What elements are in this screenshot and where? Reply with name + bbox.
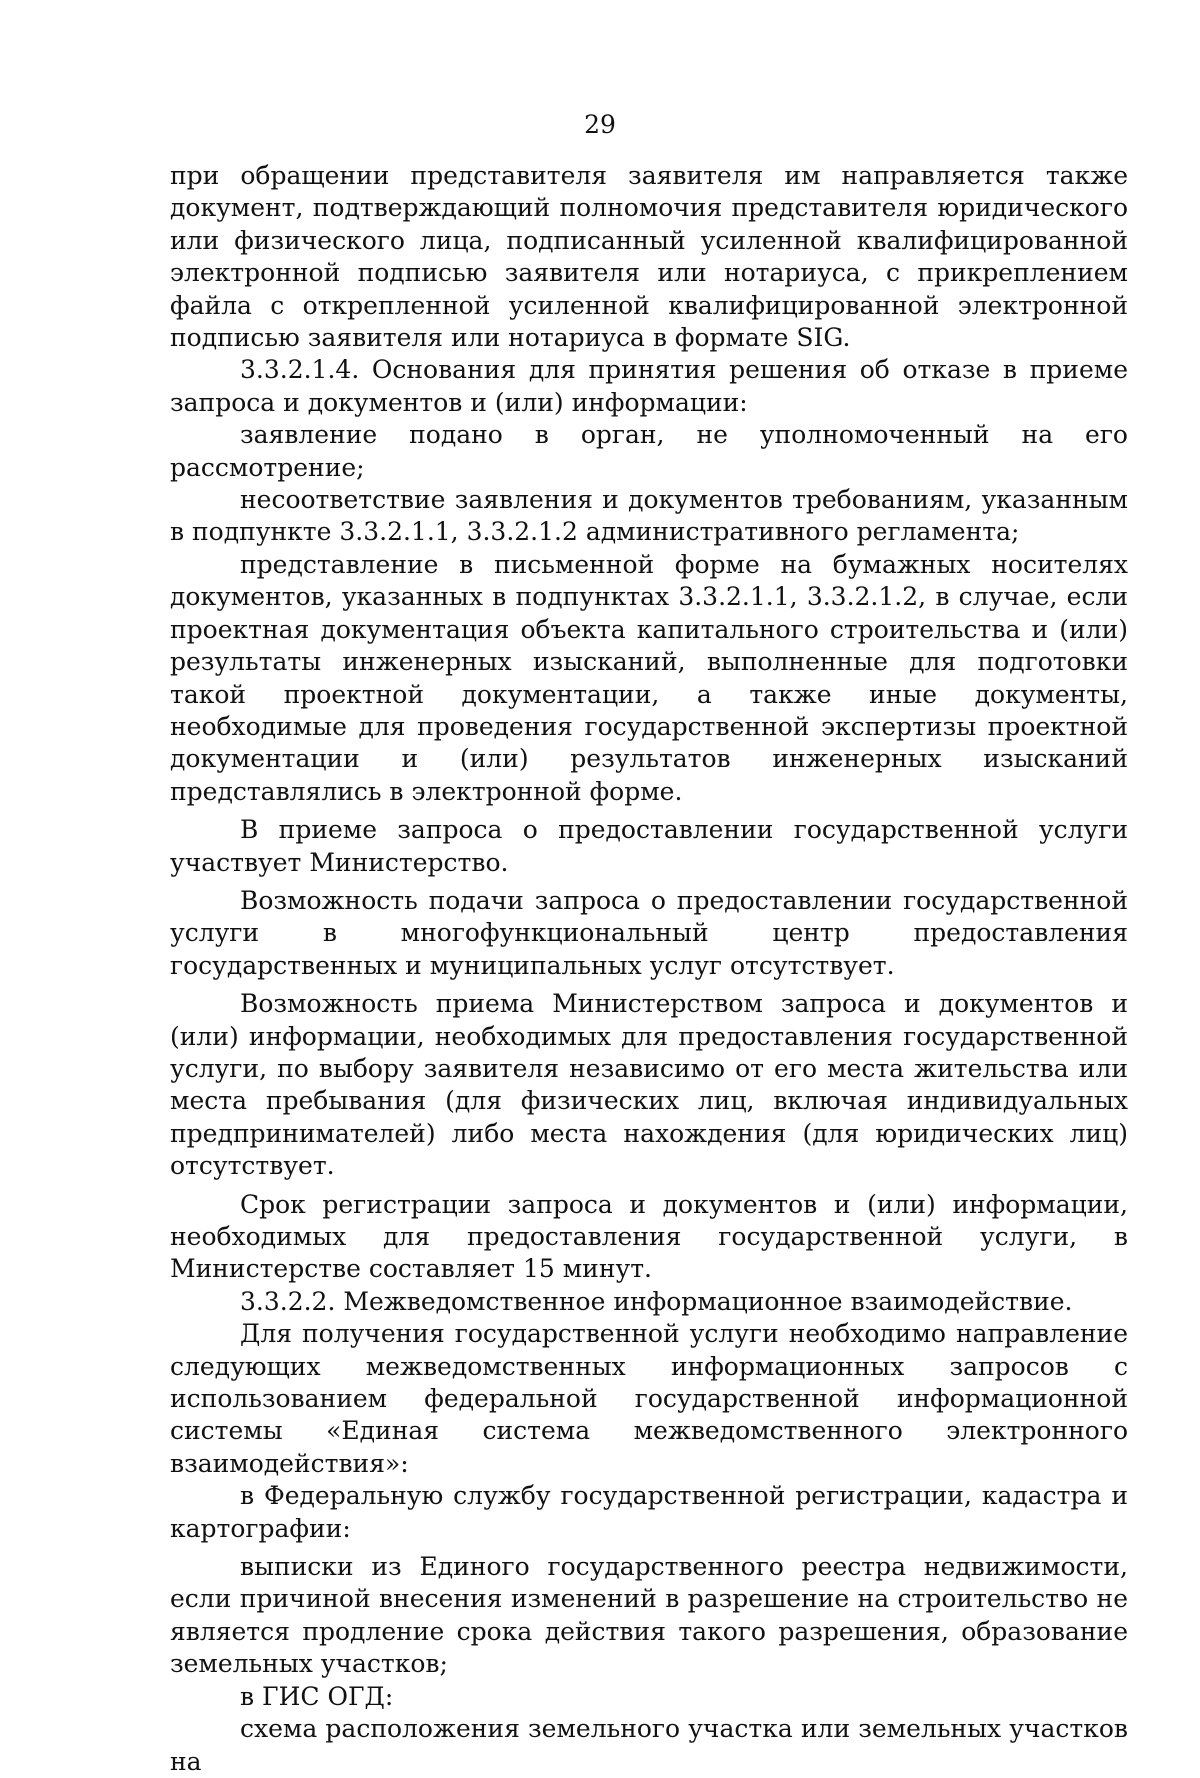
paragraph-gis-ogd: в ГИС ОГД:: [240, 1681, 394, 1711]
paragraph-paper-submission: представление в письменной форме на бумажных носителях документов, указанных в подпунктах 3.3.2.1.1, 3.3.2.1.2, в случае, если проектная документация объекта капитального строительства и (или) результаты инженерных изысканий, выполненные для подготовки такой проектной документации, а также иные документы, необходимые для проведения государственной экспертизы проектной документации и (или) результатов инженерных изысканий представлялись в электронной форме.: [170, 549, 1128, 806]
paragraph-ministry-participation: В приеме запроса о предоставлении государственной услуги участвует Министерство.: [170, 815, 1128, 877]
paragraph-registration-term: Срок регистрации запроса и документов и (или) информации, необходимых для предоставления государственной услуги, в Министерстве составляет 15 минут.: [170, 1189, 1128, 1284]
paragraph-egrn-extract: выписки из Единого государственного реестра недвижимости, если причиной внесения изменений в разрешение на строительство не является продление срока действия такого разрешения, образование земельных участков;: [170, 1552, 1128, 1679]
document-body: [170, 160, 1128, 1778]
paragraph-rosreestr: в Федеральную службу государственной регистрации, кадастра и картографии:: [170, 1481, 1128, 1543]
paragraph-mfc-absence: Возможность подачи запроса о предоставлении государственной услуги в многофункциональный центр предоставления государственных и муниципальных услуг отсутствует.: [170, 885, 1128, 980]
page-number: 29: [584, 110, 616, 139]
paragraph-interagency-heading: 3.3.2.2. Межведомственное информационное взаимодействие.: [240, 1286, 1073, 1316]
paragraph-wrong-authority: заявление подано в орган, не уполномоченный на его рассмотрение;: [170, 420, 1128, 482]
paragraph-nonconformity: несоответствие заявления и документов требованиям, указанным в подпункте 3.3.2.1.1, 3.3.2.1.2 административного регламента;: [170, 485, 1128, 547]
paragraph-extraterritorial: Возможность приема Министерством запроса и документов и (или) информации, необходимых для предоставления государственной услуги, по выбору заявителя независимо от его места жительства или места пребывания (для физических лиц, включая индивидуальных предпринимателей) либо места нахождения (для юридических лиц) отсутствует.: [170, 989, 1128, 1181]
paragraph-land-plot-scheme: схема расположения земельного участка или земельных участков на: [170, 1714, 1128, 1776]
paragraph-refusal-grounds-heading: 3.3.2.1.4. Основания для принятия решения об отказе в приеме запроса и документов и (или) информации:: [170, 355, 1128, 417]
paragraph-interagency-requests: Для получения государственной услуги необходимо направление следующих межведомственных информационных запросов с использованием федеральной государственной информационной системы «Единая система межведомственного электронного взаимодействия»:: [170, 1319, 1128, 1478]
paragraph-representative-document: при обращении представителя заявителя им направляется также документ, подтверждающий полномочия представителя юридического или физического лица, подписанный усиленной квалифицированной электронной подписью заявителя или нотариуса, с прикреплением файла с открепленной усиленной квалифицированной электронной подписью заявителя или нотариуса в формате SIG.: [170, 161, 1128, 353]
